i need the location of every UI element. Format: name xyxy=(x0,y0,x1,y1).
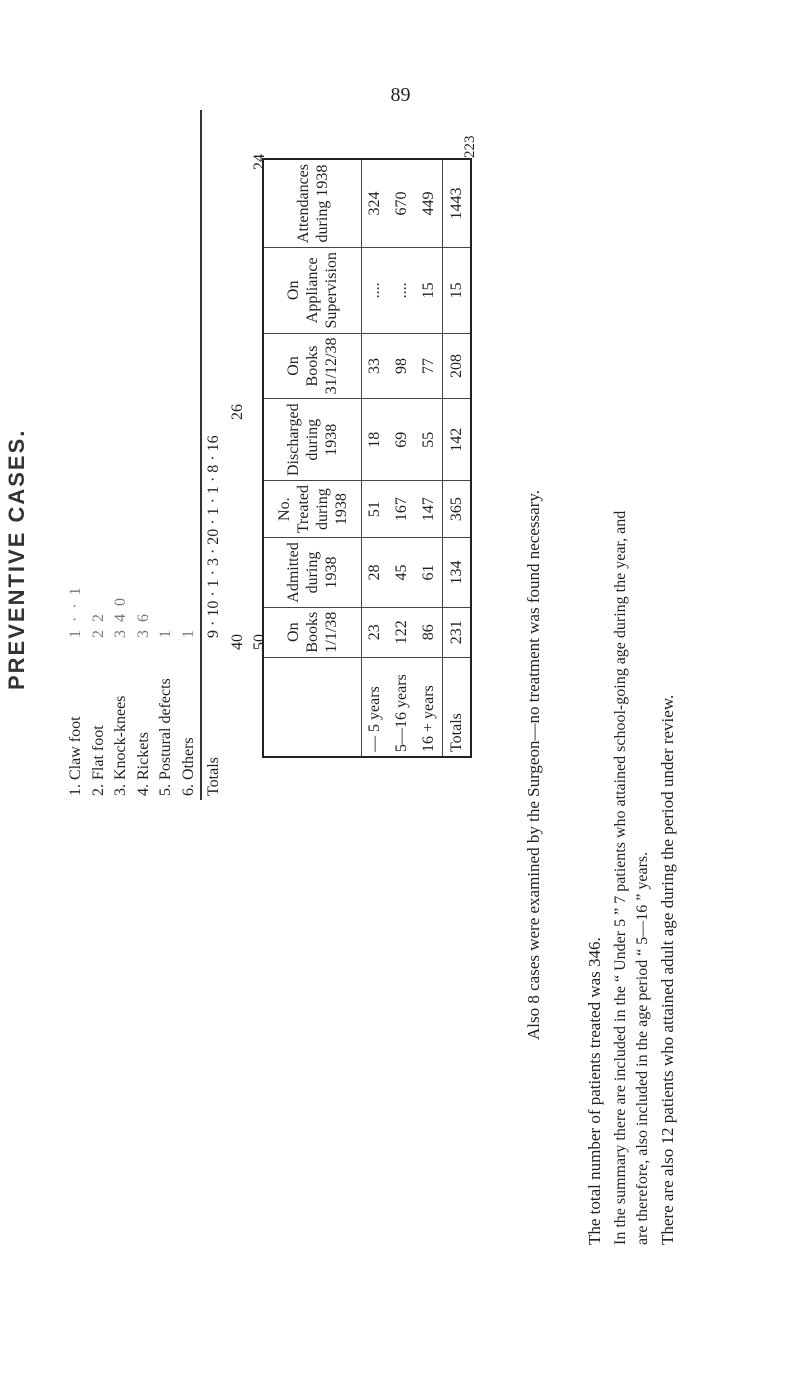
table-row xyxy=(155,110,178,800)
cell: 51 xyxy=(362,481,389,538)
cell: 15 xyxy=(443,248,471,333)
row-number: 6. xyxy=(179,784,197,796)
preventive-cases-table xyxy=(65,110,268,800)
cell: 15 xyxy=(415,248,442,333)
side-total: 223 xyxy=(462,135,478,158)
cell: 45 xyxy=(389,538,416,607)
table-row xyxy=(362,159,389,757)
cell: 61 xyxy=(415,538,442,607)
totals-values: 9 · 10 · 1 · 3 · 20 · 1 · 1 · 8 · 16 xyxy=(201,110,225,642)
cell: 18 xyxy=(362,399,389,481)
row-number: 1. xyxy=(67,784,85,796)
totals-label: Totals xyxy=(201,642,225,800)
row-category: — 5 years xyxy=(362,657,389,757)
totals-row xyxy=(443,159,471,757)
table-row xyxy=(415,159,442,757)
column-header: On Books 1/1/38 xyxy=(263,607,362,657)
row-label: Others xyxy=(179,737,197,780)
cell: 231 xyxy=(443,607,471,657)
row-tail: 1 xyxy=(157,628,175,638)
cell: 98 xyxy=(389,333,416,399)
row-values xyxy=(155,110,178,642)
cell: 142 xyxy=(443,399,471,481)
note-adult-age: There are also 12 patients who attained adult age during the period under review. xyxy=(658,694,677,1245)
table-row xyxy=(133,110,156,800)
total-value: 20 xyxy=(204,528,222,545)
table-row xyxy=(178,110,202,800)
cell: 28 xyxy=(362,538,389,607)
cell: 23 xyxy=(362,607,389,657)
cell: 670 xyxy=(389,159,416,248)
total-value: 10 xyxy=(204,600,222,617)
row-number: 2. xyxy=(89,784,107,796)
row-number: 3. xyxy=(112,784,130,796)
cell: 147 xyxy=(415,481,442,538)
header-row xyxy=(263,159,362,757)
column-header: Discharged during 1938 xyxy=(263,399,362,481)
table-row xyxy=(65,110,88,800)
cell: 86 xyxy=(415,607,442,657)
total-value: 9 xyxy=(204,630,222,638)
group-total: 50 xyxy=(251,634,268,650)
table-row xyxy=(88,110,111,800)
row-values xyxy=(88,110,111,642)
column-header: On Books 31/12/38 xyxy=(263,333,362,399)
cell: 122 xyxy=(389,607,416,657)
column-header: Attendances during 1938 xyxy=(263,159,362,248)
row-tail: 3 4 0 xyxy=(112,596,130,638)
cell: 69 xyxy=(389,399,416,481)
cell: .... xyxy=(389,248,416,333)
cell: 365 xyxy=(443,481,471,538)
row-category: Totals xyxy=(443,657,471,757)
total-value: 8 xyxy=(204,464,222,473)
note-total-treated: The total number of patients treated was 346. xyxy=(585,937,604,1245)
column-header: On Appliance Supervision xyxy=(263,248,362,333)
total-value: 1 xyxy=(204,507,222,516)
row-label: Knock-knees xyxy=(112,695,130,780)
cell: .... xyxy=(362,248,389,333)
row-tail: 1 · · 1 xyxy=(67,585,85,638)
cell: 324 xyxy=(362,159,389,248)
cell: 208 xyxy=(443,333,471,399)
column-header: Admitted during 1938 xyxy=(263,538,362,607)
row-tail: 3 6 xyxy=(134,612,152,638)
row-values xyxy=(178,110,202,642)
row-tail: 1 xyxy=(179,628,197,638)
group-total: 24 xyxy=(251,154,268,170)
cell: 33 xyxy=(362,333,389,399)
cell: 134 xyxy=(443,538,471,607)
age-group-table xyxy=(262,135,478,758)
row-number: 4. xyxy=(134,784,152,796)
category-header xyxy=(263,657,362,757)
note-summary-line-1: In the summary there are included in the “ Under 5 ” 7 patients who attained school-going age during the year, and xyxy=(612,510,629,1245)
group-total: 40 xyxy=(229,634,246,650)
note-summary-line-2: are therefore, also included in the age period “ 5—16 ” years. xyxy=(634,851,651,1245)
row-tail: 2 2 xyxy=(89,612,107,638)
cell: 1443 xyxy=(443,159,471,248)
table-row xyxy=(389,159,416,757)
total-value: 3 xyxy=(204,558,222,567)
group-total: 26 xyxy=(229,404,246,420)
section-title: PREVENTIVE CASES. xyxy=(4,428,29,690)
table-row xyxy=(110,110,133,800)
row-number: 5. xyxy=(157,784,175,796)
page-number: 89 xyxy=(390,84,411,106)
total-value: 16 xyxy=(204,435,222,452)
row-label: Claw foot xyxy=(67,716,85,780)
row-values xyxy=(110,110,133,642)
row-values xyxy=(65,110,88,642)
cell: 77 xyxy=(415,333,442,399)
cell: 55 xyxy=(415,399,442,481)
totals-row xyxy=(201,110,225,800)
row-label: Flat foot xyxy=(89,725,107,780)
row-category: 5—16 years xyxy=(389,657,416,757)
cell: 449 xyxy=(415,159,442,248)
cell: 167 xyxy=(389,481,416,538)
row-values xyxy=(133,110,156,642)
note-also-examined: Also 8 cases were examined by the Surgeon—no treatment was found necessary. xyxy=(524,490,543,1040)
total-value: 1 xyxy=(204,579,222,588)
row-label: Postural defects xyxy=(157,678,175,780)
row-label: Rickets xyxy=(134,732,152,780)
total-value: 1 xyxy=(204,486,222,495)
row-category: 16 + years xyxy=(415,657,442,757)
column-header: No. Treated during 1938 xyxy=(263,481,362,538)
